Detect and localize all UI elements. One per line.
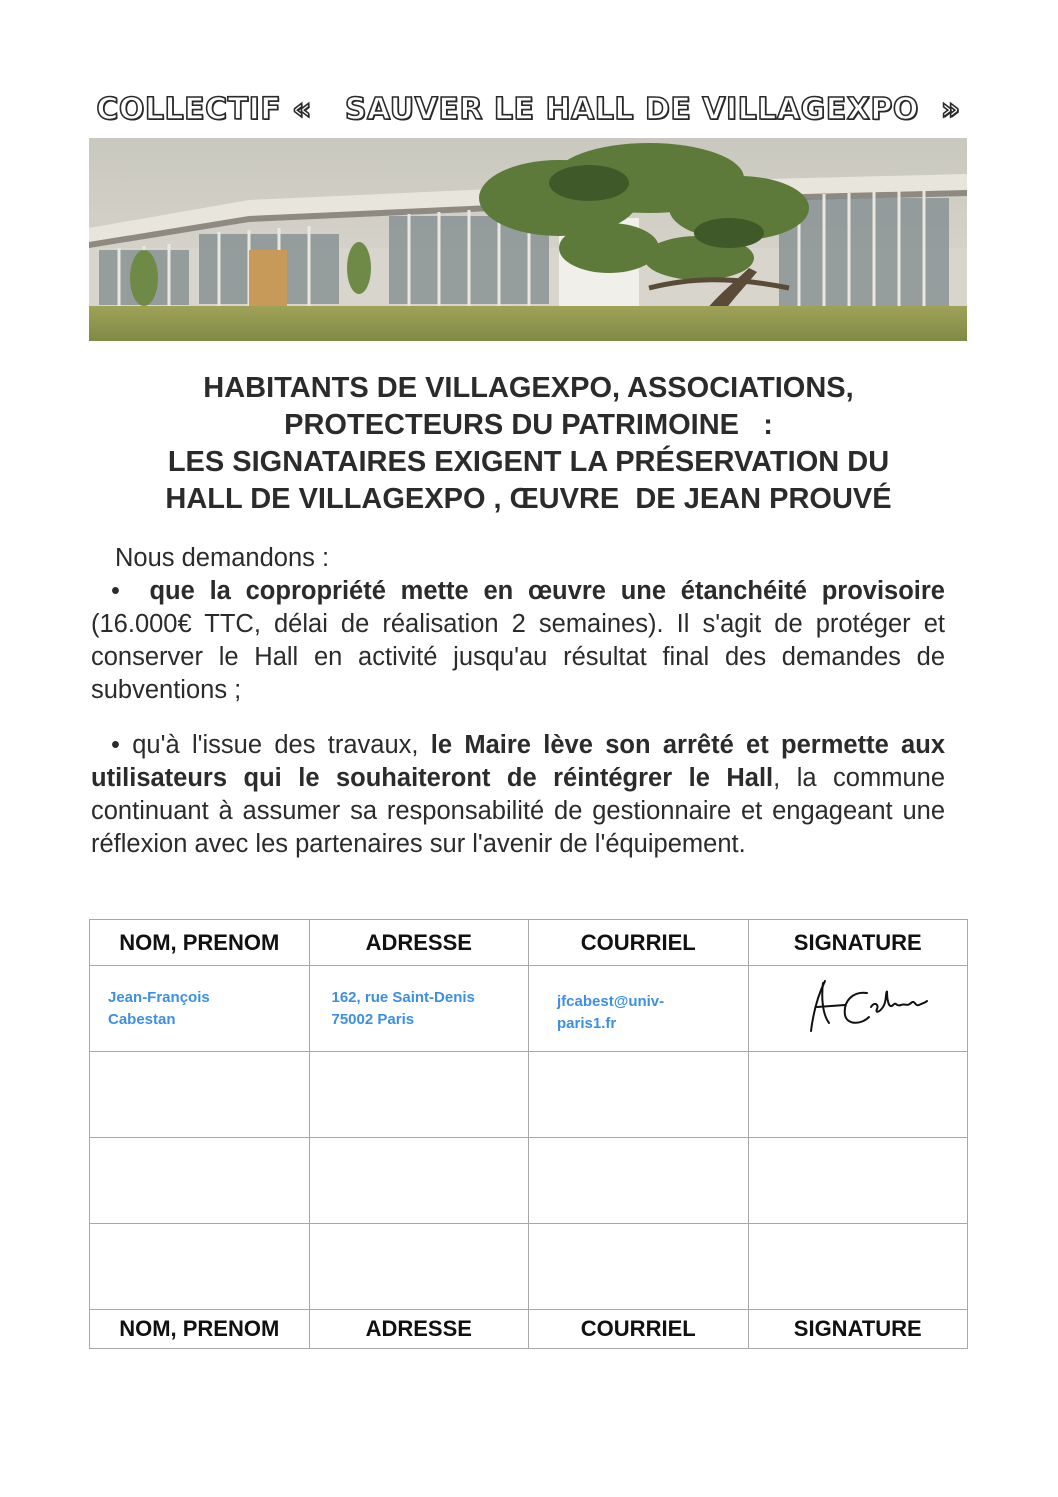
demand-item-1: • que la copropriété mette en œuvre une étanchéité provisoire (16.000€ TTC, délai de réalisation 2 semaines). Il s'agit de protéger et conserver le Hall en activité jusqu'au résultat final des demandes de subventions ; <box>91 577 945 704</box>
cell-signature[interactable] <box>748 966 968 1052</box>
hall-photo <box>89 138 967 341</box>
cell-email[interactable] <box>529 1052 749 1138</box>
cell-address[interactable] <box>309 1052 529 1138</box>
cell-signature[interactable] <box>748 1052 968 1138</box>
cell-email[interactable]: jfcabest@univ- paris1.fr <box>529 966 749 1052</box>
building-photo-illustration <box>89 138 967 341</box>
cell-name[interactable] <box>90 1224 310 1310</box>
footer-name: NOM, PRENOM <box>90 1310 310 1349</box>
cell-address[interactable]: 162, rue Saint-Denis 75002 Paris <box>309 966 529 1052</box>
table-row-empty <box>90 1052 968 1138</box>
header-address: ADRESSE <box>309 920 529 966</box>
footer-email: COURRIEL <box>529 1310 749 1349</box>
demands-intro: Nous demandons : <box>115 544 330 572</box>
cell-email[interactable] <box>529 1138 749 1224</box>
demand-item-2: • qu'à l'issue des travaux, le Maire lève son arrêté et permette aux utilisateurs qui le souhaiteront de réintégrer le Hall, la commune continuant à assumer sa responsabilité de gestionnaire et engageant une réflexion avec les partenaires sur l'avenir de l'équipement. <box>91 731 946 858</box>
table-row-empty <box>90 1224 968 1310</box>
table-row-example <box>90 966 968 1052</box>
footer-signature: SIGNATURE <box>748 1310 968 1349</box>
cell-signature[interactable] <box>748 1224 968 1310</box>
table-row-empty <box>90 1138 968 1224</box>
collective-banner-title: COLLECTIF « SAUVER LE HALL DE VILLAGEXPO » <box>96 92 961 127</box>
heading-line: LES SIGNATAIRES EXIGENT LA PRÉSERVATION DU <box>167 446 890 478</box>
header-signature: SIGNATURE <box>748 920 968 966</box>
petition-heading <box>90 370 967 518</box>
cell-email[interactable] <box>529 1224 749 1310</box>
heading-line: HALL DE VILLAGEXPO , ŒUVRE DE JEAN PROUVÉ <box>165 483 892 515</box>
signature-table <box>89 919 968 1349</box>
cell-address[interactable] <box>309 1224 529 1310</box>
cell-address[interactable] <box>309 1138 529 1224</box>
handwritten-signature <box>783 971 933 1041</box>
heading-line: HABITANTS DE VILLAGEXPO, ASSOCIATIONS, <box>203 372 854 404</box>
header-name: NOM, PRENOM <box>90 920 310 966</box>
cell-name[interactable] <box>90 1052 310 1138</box>
cell-name[interactable] <box>90 1138 310 1224</box>
footer-address: ADRESSE <box>309 1310 529 1349</box>
cell-signature[interactable] <box>748 1138 968 1224</box>
petition-body <box>91 542 945 861</box>
cell-name[interactable]: Jean-François Cabestan <box>90 966 310 1052</box>
heading-line: PROTECTEURS DU PATRIMOINE : <box>284 409 773 441</box>
header-email: COURRIEL <box>529 920 749 966</box>
